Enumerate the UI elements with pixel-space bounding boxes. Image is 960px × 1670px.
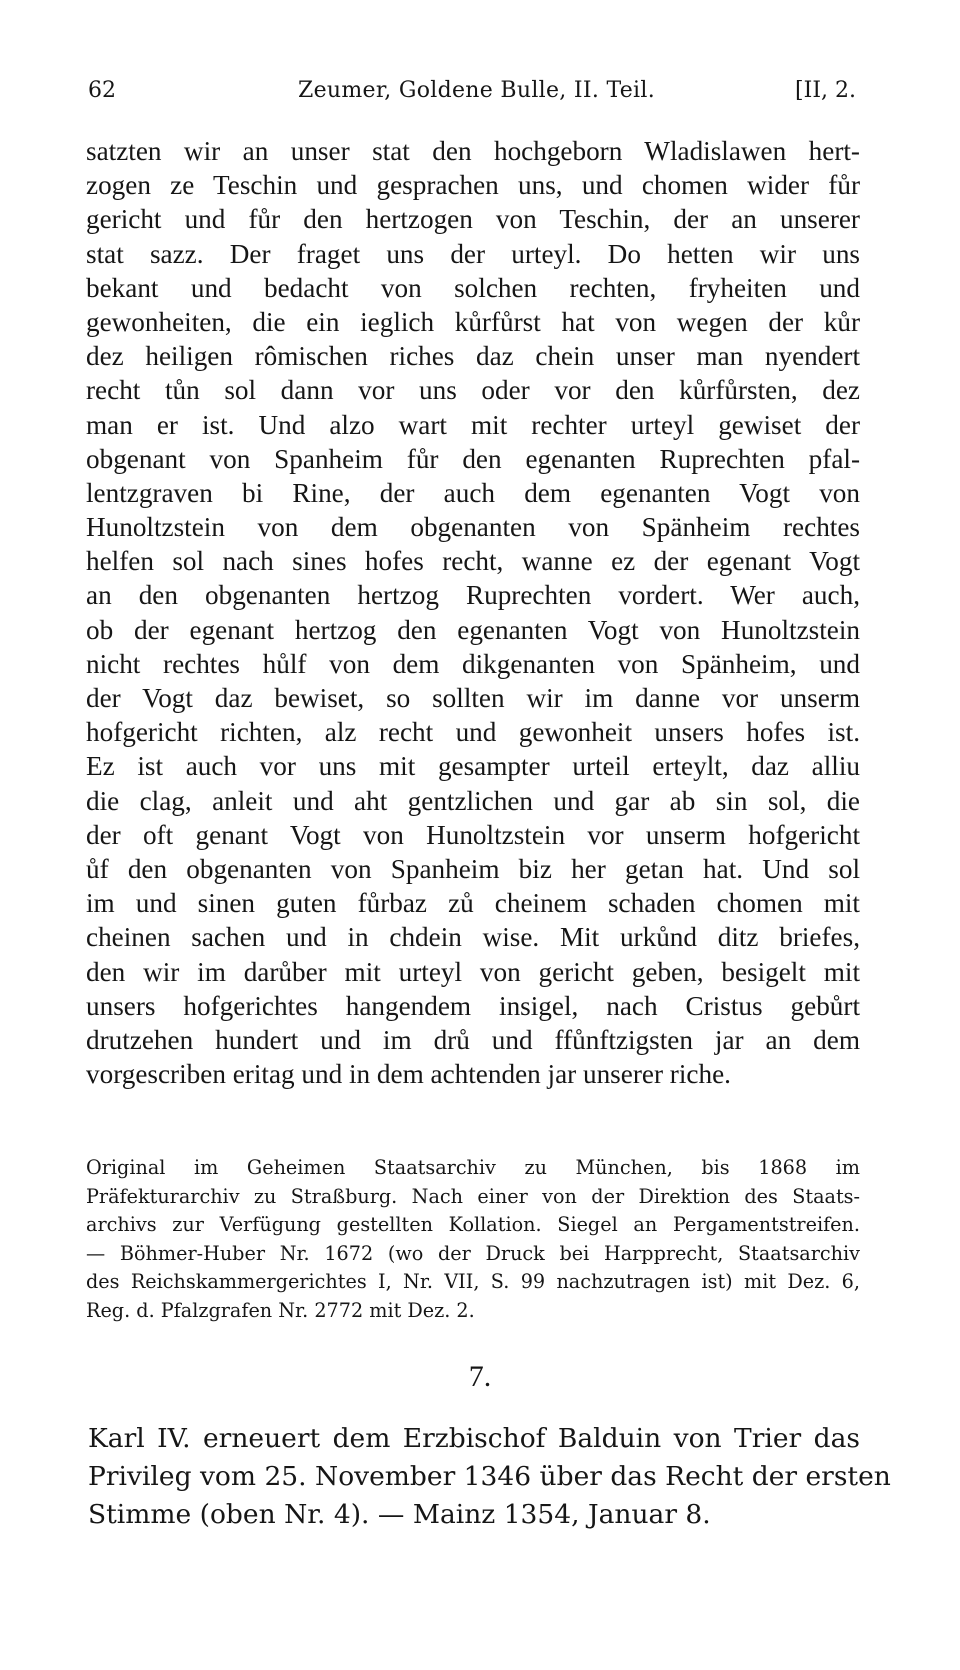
regest-line: Karl IV. erneuert dem Erzbischof Balduin von Trier das (88, 1423, 860, 1454)
text-line: stat sazz. Der fraget uns der urteyl. Do hetten wir uns (86, 238, 860, 269)
text-line: unsers hofgerichtes hangendem insigel, nach Cristus gebůrt (86, 990, 860, 1021)
text-line: bekant und bedacht von solchen rechten, fryheiten und (86, 272, 860, 303)
text-line: gericht und fůr den hertzogen von Teschin, der an unserer (86, 204, 860, 235)
text-line: den wir im darůber mit urteyl von gericht geben, besigelt mit (86, 956, 860, 987)
text-line: vorgescriben eritag und in dem achtenden jar unserer riche. (86, 1059, 731, 1090)
section-marker: [II, 2. (795, 78, 856, 103)
text-line: der oft genant Vogt von Hunoltzstein vor unserm hofgericht (86, 819, 860, 850)
text-line: obgenant von Spanheim fůr den egenanten Ruprechten pfal- (86, 443, 860, 474)
text-line: der Vogt daz bewiset, so sollten wir im danne vor unserm (86, 683, 860, 713)
text-line: ůf den obgenanten von Spanheim biz her getan hat. Und sol (86, 853, 860, 884)
regest-heading (88, 1420, 891, 1534)
text-line: drutzehen hundert und im drů und ffůnftzigsten jar an dem (86, 1024, 860, 1055)
text-line: hofgericht richten, alz recht und gewonheit unsers hofes ist. (86, 717, 860, 748)
text-line: dez heiligen rômischen riches daz chein unser man nyendert (86, 341, 860, 372)
document-number: 7. (468, 1360, 492, 1393)
regest-line: Privileg vom 25. November 1346 über das Recht der ersten (88, 1461, 891, 1492)
source-note (86, 1154, 860, 1326)
text-line: helfen sol nach sines hofes recht, wanne ez der egenant Vogt (86, 546, 860, 577)
text-line: Ez ist auch vor uns mit gesampter urteil erteylt, daz alliu (86, 751, 860, 782)
note-line: Präfekturarchiv zu Straßburg. Nach einer von der Direktion des Staats- (86, 1184, 860, 1208)
note-line: Reg. d. Pfalzgrafen Nr. 2772 mit Dez. 2. (86, 1298, 475, 1322)
text-line: recht tůn sol dann vor uns oder vor den kůrfůrsten, dez (86, 375, 860, 406)
running-title: Zeumer, Goldene Bulle, II. Teil. (298, 78, 656, 103)
text-line: ob der egenant hertzog den egenanten Vogt von Hunoltzstein (86, 614, 860, 645)
text-line: Hunoltzstein von dem obgenanten von Spänheim rechtes (86, 512, 860, 543)
note-line: Original im Geheimen Staatsarchiv zu München, bis 1868 im (86, 1156, 860, 1179)
page-header (88, 78, 856, 118)
text-line: man er ist. Und alzo wart mit rechter urteyl gewiset der (86, 409, 860, 440)
text-line: im und sinen guten fůrbaz zů cheinem schaden chomen mit (86, 888, 860, 919)
text-line: an den obgenanten hertzog Ruprechten vordert. Wer auch, (86, 580, 860, 611)
text-line: zogen ze Teschin und gesprachen uns, und chomen wider fůr (86, 170, 860, 201)
note-line: archivs zur Verfügung gestellten Kollation. Siegel an Pergamentstreifen. (86, 1213, 860, 1237)
note-line: des Reichskammergerichtes I, Nr. VII, S. 99 nachzutragen ist) mit Dez. 6, (86, 1270, 860, 1294)
charter-text (86, 134, 860, 1091)
text-line: die clag, anleit und aht gentzlichen und gar ab sin sol, die (86, 785, 860, 816)
regest-line: Stimme (oben Nr. 4). — Mainz 1354, Januar 8. (88, 1499, 711, 1530)
text-line: satzten wir an unser stat den hochgeborn Wladislawen hert- (86, 136, 860, 166)
text-line: lentzgraven bi Rine, der auch dem egenanten Vogt von (86, 477, 860, 508)
text-line: nicht rechtes hůlf von dem dikgenanten von Spänheim, und (86, 648, 860, 679)
text-line: cheinen sachen und in chdein wise. Mit urkůnd ditz briefes, (86, 922, 860, 953)
text-line: gewonheiten, die ein ieglich kůrfůrst hat von wegen der kůr (86, 306, 860, 337)
note-line: — Böhmer-Huber Nr. 1672 (wo der Druck bei Harpprecht, Staatsarchiv (86, 1241, 860, 1265)
page-number: 62 (88, 78, 116, 103)
